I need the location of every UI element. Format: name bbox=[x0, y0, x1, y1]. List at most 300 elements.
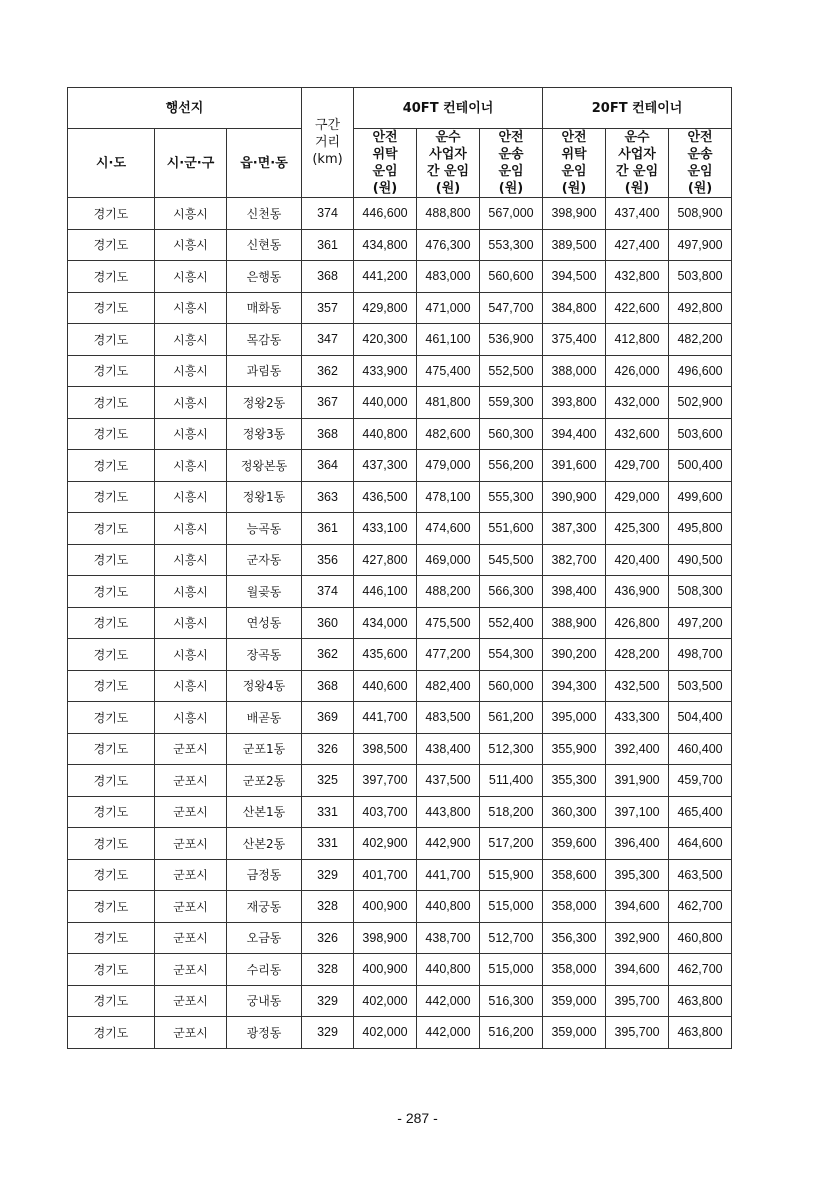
ft20-carrier-cell: 436,900 bbox=[606, 576, 669, 608]
ft40-carrier-cell: 479,000 bbox=[417, 450, 480, 482]
dong-cell: 능곡동 bbox=[227, 513, 302, 545]
ft20-safe-transport-cell: 463,500 bbox=[669, 859, 732, 891]
ft40-carrier-cell: 441,700 bbox=[417, 859, 480, 891]
table-row bbox=[68, 796, 732, 828]
ft40-safe-consign-cell: 433,100 bbox=[354, 513, 417, 545]
ft20-safe-transport-cell: 508,900 bbox=[669, 198, 732, 230]
table-row bbox=[68, 544, 732, 576]
table-row bbox=[68, 229, 732, 261]
ft40-safe-consign-cell: 402,000 bbox=[354, 1017, 417, 1049]
ft20-carrier-cell: 426,800 bbox=[606, 607, 669, 639]
ft40-safe-consign-cell: 429,800 bbox=[354, 292, 417, 324]
ft40-safe-transport-cell: 515,900 bbox=[480, 859, 543, 891]
ft40-safe-transport-cell: 511,400 bbox=[480, 765, 543, 797]
ft20-safe-transport-cell: 459,700 bbox=[669, 765, 732, 797]
header-sigungu: 시·군·구 bbox=[155, 129, 227, 198]
ft20-carrier-cell: 394,600 bbox=[606, 891, 669, 923]
ft20-safe-transport-cell: 465,400 bbox=[669, 796, 732, 828]
ft20-safe-transport-cell: 497,900 bbox=[669, 229, 732, 261]
ft20-safe-consign-cell: 382,700 bbox=[543, 544, 606, 576]
ft40-safe-consign-cell: 436,500 bbox=[354, 481, 417, 513]
ft40-safe-transport-cell: 560,300 bbox=[480, 418, 543, 450]
ft40-carrier-cell: 483,500 bbox=[417, 702, 480, 734]
ft20-safe-transport-cell: 503,500 bbox=[669, 670, 732, 702]
ft20-carrier-cell: 437,400 bbox=[606, 198, 669, 230]
ft40-safe-transport-cell: 567,000 bbox=[480, 198, 543, 230]
dong-cell: 궁내동 bbox=[227, 985, 302, 1017]
distance-cell: 374 bbox=[302, 576, 354, 608]
ft20-safe-transport-cell: 492,800 bbox=[669, 292, 732, 324]
ft20-carrier-cell: 432,600 bbox=[606, 418, 669, 450]
ft40-safe-transport-cell: 516,300 bbox=[480, 985, 543, 1017]
table-row bbox=[68, 198, 732, 230]
dong-cell: 배곧동 bbox=[227, 702, 302, 734]
table-row bbox=[68, 324, 732, 356]
ft20-safe-consign-cell: 390,900 bbox=[543, 481, 606, 513]
distance-cell: 347 bbox=[302, 324, 354, 356]
ft20-safe-consign-cell: 358,000 bbox=[543, 891, 606, 923]
dong-cell: 정왕2동 bbox=[227, 387, 302, 419]
ft20-safe-consign-cell: 355,900 bbox=[543, 733, 606, 765]
ft40-safe-consign-cell: 400,900 bbox=[354, 954, 417, 986]
dong-cell: 금정동 bbox=[227, 859, 302, 891]
sido-cell: 경기도 bbox=[68, 198, 155, 230]
sido-cell: 경기도 bbox=[68, 450, 155, 482]
distance-cell: 326 bbox=[302, 922, 354, 954]
ft20-safe-consign-cell: 393,800 bbox=[543, 387, 606, 419]
ft40-carrier-cell: 476,300 bbox=[417, 229, 480, 261]
ft20-carrier-cell: 394,600 bbox=[606, 954, 669, 986]
ft20-carrier-cell: 397,100 bbox=[606, 796, 669, 828]
distance-cell: 367 bbox=[302, 387, 354, 419]
table-row bbox=[68, 607, 732, 639]
distance-cell: 325 bbox=[302, 765, 354, 797]
table-row bbox=[68, 891, 732, 923]
ft40-carrier-cell: 475,500 bbox=[417, 607, 480, 639]
ft20-carrier-cell: 395,300 bbox=[606, 859, 669, 891]
dong-cell: 신천동 bbox=[227, 198, 302, 230]
ft40-carrier-cell: 488,200 bbox=[417, 576, 480, 608]
sido-cell: 경기도 bbox=[68, 576, 155, 608]
ft20-safe-transport-cell: 499,600 bbox=[669, 481, 732, 513]
table-row bbox=[68, 355, 732, 387]
sigungu-cell: 시흥시 bbox=[155, 607, 227, 639]
table-row bbox=[68, 418, 732, 450]
sigungu-cell: 군포시 bbox=[155, 828, 227, 860]
header-20ft-safe-consign: 안전 위탁 운임 (원) bbox=[543, 129, 606, 198]
sido-cell: 경기도 bbox=[68, 544, 155, 576]
header-sido: 시·도 bbox=[68, 129, 155, 198]
ft40-carrier-cell: 469,000 bbox=[417, 544, 480, 576]
ft20-carrier-cell: 432,500 bbox=[606, 670, 669, 702]
ft40-safe-consign-cell: 435,600 bbox=[354, 639, 417, 671]
ft20-carrier-cell: 428,200 bbox=[606, 639, 669, 671]
table-row bbox=[68, 859, 732, 891]
dong-cell: 정왕3동 bbox=[227, 418, 302, 450]
ft40-safe-consign-cell: 434,800 bbox=[354, 229, 417, 261]
distance-cell: 329 bbox=[302, 859, 354, 891]
ft40-safe-transport-cell: 552,400 bbox=[480, 607, 543, 639]
ft40-safe-transport-cell: 566,300 bbox=[480, 576, 543, 608]
sigungu-cell: 시흥시 bbox=[155, 702, 227, 734]
ft40-safe-transport-cell: 554,300 bbox=[480, 639, 543, 671]
ft40-safe-transport-cell: 560,600 bbox=[480, 261, 543, 293]
sigungu-cell: 군포시 bbox=[155, 859, 227, 891]
sido-cell: 경기도 bbox=[68, 481, 155, 513]
header-distance: 구간 거리 (km) bbox=[302, 88, 354, 198]
ft40-carrier-cell: 443,800 bbox=[417, 796, 480, 828]
sigungu-cell: 군포시 bbox=[155, 1017, 227, 1049]
sigungu-cell: 시흥시 bbox=[155, 513, 227, 545]
ft40-safe-transport-cell: 518,200 bbox=[480, 796, 543, 828]
dong-cell: 광정동 bbox=[227, 1017, 302, 1049]
distance-cell: 368 bbox=[302, 261, 354, 293]
ft40-carrier-cell: 483,000 bbox=[417, 261, 480, 293]
ft20-carrier-cell: 429,700 bbox=[606, 450, 669, 482]
ft20-safe-consign-cell: 360,300 bbox=[543, 796, 606, 828]
table-row bbox=[68, 481, 732, 513]
ft20-safe-transport-cell: 502,900 bbox=[669, 387, 732, 419]
sigungu-cell: 시흥시 bbox=[155, 576, 227, 608]
distance-cell: 363 bbox=[302, 481, 354, 513]
distance-cell: 328 bbox=[302, 891, 354, 923]
table-row bbox=[68, 733, 732, 765]
dong-cell: 장곡동 bbox=[227, 639, 302, 671]
ft40-safe-transport-cell: 547,700 bbox=[480, 292, 543, 324]
table-row bbox=[68, 670, 732, 702]
sigungu-cell: 군포시 bbox=[155, 796, 227, 828]
distance-cell: 360 bbox=[302, 607, 354, 639]
dong-cell: 정왕1동 bbox=[227, 481, 302, 513]
ft40-safe-transport-cell: 552,500 bbox=[480, 355, 543, 387]
ft40-safe-consign-cell: 441,700 bbox=[354, 702, 417, 734]
ft20-carrier-cell: 392,400 bbox=[606, 733, 669, 765]
dong-cell: 정왕4동 bbox=[227, 670, 302, 702]
ft20-safe-transport-cell: 496,600 bbox=[669, 355, 732, 387]
sigungu-cell: 시흥시 bbox=[155, 670, 227, 702]
distance-cell: 331 bbox=[302, 828, 354, 860]
table-row bbox=[68, 954, 732, 986]
dong-cell: 과림동 bbox=[227, 355, 302, 387]
sido-cell: 경기도 bbox=[68, 607, 155, 639]
ft40-safe-consign-cell: 400,900 bbox=[354, 891, 417, 923]
distance-cell: 361 bbox=[302, 513, 354, 545]
ft40-safe-consign-cell: 440,000 bbox=[354, 387, 417, 419]
header-20ft-carrier-rate: 운수 사업자 간 운임 (원) bbox=[606, 129, 669, 198]
ft40-safe-transport-cell: 512,300 bbox=[480, 733, 543, 765]
ft20-carrier-cell: 412,800 bbox=[606, 324, 669, 356]
table-row bbox=[68, 513, 732, 545]
ft20-safe-transport-cell: 460,800 bbox=[669, 922, 732, 954]
ft40-carrier-cell: 488,800 bbox=[417, 198, 480, 230]
table-row bbox=[68, 292, 732, 324]
distance-cell: 364 bbox=[302, 450, 354, 482]
ft20-safe-consign-cell: 375,400 bbox=[543, 324, 606, 356]
distance-cell: 368 bbox=[302, 418, 354, 450]
ft20-safe-transport-cell: 508,300 bbox=[669, 576, 732, 608]
ft40-carrier-cell: 442,000 bbox=[417, 985, 480, 1017]
ft20-carrier-cell: 429,000 bbox=[606, 481, 669, 513]
sido-cell: 경기도 bbox=[68, 985, 155, 1017]
ft20-carrier-cell: 433,300 bbox=[606, 702, 669, 734]
ft40-carrier-cell: 461,100 bbox=[417, 324, 480, 356]
header-20ft-safe-transport: 안전 운송 운임 (원) bbox=[669, 129, 732, 198]
ft40-safe-consign-cell: 403,700 bbox=[354, 796, 417, 828]
ft40-safe-transport-cell: 515,000 bbox=[480, 891, 543, 923]
ft40-carrier-cell: 474,600 bbox=[417, 513, 480, 545]
ft40-carrier-cell: 438,400 bbox=[417, 733, 480, 765]
ft40-safe-transport-cell: 512,700 bbox=[480, 922, 543, 954]
header-40ft: 40FT 컨테이너 bbox=[354, 88, 543, 129]
header-destination: 행선지 bbox=[68, 88, 302, 129]
table-row bbox=[68, 387, 732, 419]
ft40-safe-consign-cell: 437,300 bbox=[354, 450, 417, 482]
sido-cell: 경기도 bbox=[68, 418, 155, 450]
header-40ft-carrier-rate: 운수 사업자 간 운임 (원) bbox=[417, 129, 480, 198]
table-row bbox=[68, 702, 732, 734]
ft20-carrier-cell: 420,400 bbox=[606, 544, 669, 576]
dong-cell: 월곶동 bbox=[227, 576, 302, 608]
sido-cell: 경기도 bbox=[68, 1017, 155, 1049]
sido-cell: 경기도 bbox=[68, 324, 155, 356]
distance-cell: 329 bbox=[302, 985, 354, 1017]
ft40-carrier-cell: 440,800 bbox=[417, 954, 480, 986]
ft20-carrier-cell: 432,800 bbox=[606, 261, 669, 293]
table-row bbox=[68, 576, 732, 608]
ft40-safe-transport-cell: 556,200 bbox=[480, 450, 543, 482]
ft20-safe-consign-cell: 388,900 bbox=[543, 607, 606, 639]
ft20-carrier-cell: 396,400 bbox=[606, 828, 669, 860]
ft40-safe-consign-cell: 440,800 bbox=[354, 418, 417, 450]
ft20-safe-consign-cell: 388,000 bbox=[543, 355, 606, 387]
distance-cell: 374 bbox=[302, 198, 354, 230]
ft20-safe-transport-cell: 482,200 bbox=[669, 324, 732, 356]
ft40-carrier-cell: 475,400 bbox=[417, 355, 480, 387]
ft20-carrier-cell: 395,700 bbox=[606, 1017, 669, 1049]
dong-cell: 군자동 bbox=[227, 544, 302, 576]
sigungu-cell: 군포시 bbox=[155, 985, 227, 1017]
sigungu-cell: 시흥시 bbox=[155, 292, 227, 324]
ft20-safe-consign-cell: 391,600 bbox=[543, 450, 606, 482]
dong-cell: 수리동 bbox=[227, 954, 302, 986]
ft20-safe-transport-cell: 462,700 bbox=[669, 954, 732, 986]
distance-cell: 357 bbox=[302, 292, 354, 324]
ft20-safe-consign-cell: 395,000 bbox=[543, 702, 606, 734]
ft40-carrier-cell: 482,600 bbox=[417, 418, 480, 450]
sido-cell: 경기도 bbox=[68, 387, 155, 419]
ft40-safe-transport-cell: 560,000 bbox=[480, 670, 543, 702]
ft40-safe-transport-cell: 515,000 bbox=[480, 954, 543, 986]
sido-cell: 경기도 bbox=[68, 702, 155, 734]
dong-cell: 목감동 bbox=[227, 324, 302, 356]
page-number: - 287 - bbox=[397, 1110, 438, 1126]
ft40-safe-consign-cell: 433,900 bbox=[354, 355, 417, 387]
sigungu-cell: 시흥시 bbox=[155, 418, 227, 450]
dong-cell: 산본2동 bbox=[227, 828, 302, 860]
ft20-carrier-cell: 392,900 bbox=[606, 922, 669, 954]
sigungu-cell: 군포시 bbox=[155, 733, 227, 765]
table-row bbox=[68, 922, 732, 954]
ft40-safe-consign-cell: 440,600 bbox=[354, 670, 417, 702]
ft20-carrier-cell: 426,000 bbox=[606, 355, 669, 387]
ft40-carrier-cell: 481,800 bbox=[417, 387, 480, 419]
ft20-safe-consign-cell: 387,300 bbox=[543, 513, 606, 545]
sido-cell: 경기도 bbox=[68, 733, 155, 765]
sigungu-cell: 시흥시 bbox=[155, 387, 227, 419]
ft20-safe-transport-cell: 490,500 bbox=[669, 544, 732, 576]
distance-cell: 328 bbox=[302, 954, 354, 986]
dong-cell: 정왕본동 bbox=[227, 450, 302, 482]
ft40-carrier-cell: 482,400 bbox=[417, 670, 480, 702]
sigungu-cell: 시흥시 bbox=[155, 198, 227, 230]
dong-cell: 군포2동 bbox=[227, 765, 302, 797]
sigungu-cell: 시흥시 bbox=[155, 229, 227, 261]
ft40-safe-consign-cell: 398,500 bbox=[354, 733, 417, 765]
ft20-carrier-cell: 422,600 bbox=[606, 292, 669, 324]
ft20-safe-consign-cell: 389,500 bbox=[543, 229, 606, 261]
table-row bbox=[68, 1017, 732, 1049]
distance-cell: 326 bbox=[302, 733, 354, 765]
ft40-carrier-cell: 478,100 bbox=[417, 481, 480, 513]
ft20-safe-transport-cell: 460,400 bbox=[669, 733, 732, 765]
dong-cell: 산본1동 bbox=[227, 796, 302, 828]
ft40-safe-consign-cell: 434,000 bbox=[354, 607, 417, 639]
header-20ft: 20FT 컨테이너 bbox=[543, 88, 732, 129]
dong-cell: 오금동 bbox=[227, 922, 302, 954]
ft20-safe-consign-cell: 359,000 bbox=[543, 985, 606, 1017]
ft40-safe-transport-cell: 555,300 bbox=[480, 481, 543, 513]
ft40-safe-consign-cell: 446,100 bbox=[354, 576, 417, 608]
sido-cell: 경기도 bbox=[68, 891, 155, 923]
ft40-safe-consign-cell: 397,700 bbox=[354, 765, 417, 797]
ft20-safe-transport-cell: 503,800 bbox=[669, 261, 732, 293]
distance-cell: 356 bbox=[302, 544, 354, 576]
ft20-safe-transport-cell: 463,800 bbox=[669, 1017, 732, 1049]
ft20-safe-transport-cell: 503,600 bbox=[669, 418, 732, 450]
distance-cell: 362 bbox=[302, 355, 354, 387]
ft20-safe-consign-cell: 390,200 bbox=[543, 639, 606, 671]
ft40-safe-consign-cell: 401,700 bbox=[354, 859, 417, 891]
ft20-safe-consign-cell: 394,300 bbox=[543, 670, 606, 702]
ft20-safe-consign-cell: 394,400 bbox=[543, 418, 606, 450]
distance-cell: 368 bbox=[302, 670, 354, 702]
table-row bbox=[68, 639, 732, 671]
dong-cell: 매화동 bbox=[227, 292, 302, 324]
header-40ft-safe-consign: 안전 위탁 운임 (원) bbox=[354, 129, 417, 198]
sigungu-cell: 시흥시 bbox=[155, 481, 227, 513]
distance-cell: 362 bbox=[302, 639, 354, 671]
distance-cell: 369 bbox=[302, 702, 354, 734]
ft20-safe-consign-cell: 398,900 bbox=[543, 198, 606, 230]
dong-cell: 은행동 bbox=[227, 261, 302, 293]
distance-cell: 329 bbox=[302, 1017, 354, 1049]
ft40-safe-consign-cell: 402,000 bbox=[354, 985, 417, 1017]
ft20-carrier-cell: 432,000 bbox=[606, 387, 669, 419]
ft40-safe-transport-cell: 561,200 bbox=[480, 702, 543, 734]
sido-cell: 경기도 bbox=[68, 670, 155, 702]
ft20-safe-consign-cell: 394,500 bbox=[543, 261, 606, 293]
ft40-safe-consign-cell: 441,200 bbox=[354, 261, 417, 293]
ft40-safe-transport-cell: 516,200 bbox=[480, 1017, 543, 1049]
sigungu-cell: 시흥시 bbox=[155, 450, 227, 482]
ft40-safe-consign-cell: 427,800 bbox=[354, 544, 417, 576]
ft20-safe-consign-cell: 356,300 bbox=[543, 922, 606, 954]
dong-cell: 신현동 bbox=[227, 229, 302, 261]
ft20-safe-transport-cell: 463,800 bbox=[669, 985, 732, 1017]
ft40-carrier-cell: 438,700 bbox=[417, 922, 480, 954]
ft20-safe-consign-cell: 384,800 bbox=[543, 292, 606, 324]
ft40-carrier-cell: 442,900 bbox=[417, 828, 480, 860]
dong-cell: 재궁동 bbox=[227, 891, 302, 923]
freight-rate-table bbox=[67, 87, 732, 1049]
ft20-safe-consign-cell: 355,300 bbox=[543, 765, 606, 797]
sido-cell: 경기도 bbox=[68, 922, 155, 954]
sigungu-cell: 시흥시 bbox=[155, 544, 227, 576]
sido-cell: 경기도 bbox=[68, 292, 155, 324]
ft40-carrier-cell: 437,500 bbox=[417, 765, 480, 797]
table-row bbox=[68, 261, 732, 293]
sido-cell: 경기도 bbox=[68, 355, 155, 387]
sido-cell: 경기도 bbox=[68, 513, 155, 545]
dong-cell: 군포1동 bbox=[227, 733, 302, 765]
ft40-safe-consign-cell: 402,900 bbox=[354, 828, 417, 860]
sido-cell: 경기도 bbox=[68, 828, 155, 860]
ft20-carrier-cell: 425,300 bbox=[606, 513, 669, 545]
ft20-carrier-cell: 395,700 bbox=[606, 985, 669, 1017]
ft20-safe-transport-cell: 498,700 bbox=[669, 639, 732, 671]
sigungu-cell: 군포시 bbox=[155, 954, 227, 986]
ft20-safe-transport-cell: 500,400 bbox=[669, 450, 732, 482]
ft40-safe-consign-cell: 398,900 bbox=[354, 922, 417, 954]
ft20-safe-consign-cell: 358,600 bbox=[543, 859, 606, 891]
distance-cell: 331 bbox=[302, 796, 354, 828]
ft40-safe-transport-cell: 517,200 bbox=[480, 828, 543, 860]
ft40-carrier-cell: 442,000 bbox=[417, 1017, 480, 1049]
sido-cell: 경기도 bbox=[68, 261, 155, 293]
ft20-carrier-cell: 427,400 bbox=[606, 229, 669, 261]
ft40-safe-consign-cell: 420,300 bbox=[354, 324, 417, 356]
ft20-safe-consign-cell: 358,000 bbox=[543, 954, 606, 986]
sigungu-cell: 군포시 bbox=[155, 922, 227, 954]
distance-cell: 361 bbox=[302, 229, 354, 261]
ft40-carrier-cell: 440,800 bbox=[417, 891, 480, 923]
sigungu-cell: 군포시 bbox=[155, 891, 227, 923]
table-body bbox=[68, 198, 732, 1049]
header-eupmyeondong: 읍·면·동 bbox=[227, 129, 302, 198]
ft40-carrier-cell: 477,200 bbox=[417, 639, 480, 671]
ft20-safe-consign-cell: 359,600 bbox=[543, 828, 606, 860]
sido-cell: 경기도 bbox=[68, 765, 155, 797]
ft20-safe-transport-cell: 464,600 bbox=[669, 828, 732, 860]
ft40-safe-transport-cell: 559,300 bbox=[480, 387, 543, 419]
ft20-safe-transport-cell: 497,200 bbox=[669, 607, 732, 639]
ft40-carrier-cell: 471,000 bbox=[417, 292, 480, 324]
sido-cell: 경기도 bbox=[68, 859, 155, 891]
table-row bbox=[68, 828, 732, 860]
sido-cell: 경기도 bbox=[68, 954, 155, 986]
ft20-safe-transport-cell: 504,400 bbox=[669, 702, 732, 734]
ft40-safe-transport-cell: 553,300 bbox=[480, 229, 543, 261]
ft20-carrier-cell: 391,900 bbox=[606, 765, 669, 797]
table-row bbox=[68, 450, 732, 482]
header-40ft-safe-transport: 안전 운송 운임 (원) bbox=[480, 129, 543, 198]
dong-cell: 연성동 bbox=[227, 607, 302, 639]
sido-cell: 경기도 bbox=[68, 639, 155, 671]
sigungu-cell: 시흥시 bbox=[155, 261, 227, 293]
ft40-safe-transport-cell: 536,900 bbox=[480, 324, 543, 356]
table-row bbox=[68, 985, 732, 1017]
ft20-safe-transport-cell: 462,700 bbox=[669, 891, 732, 923]
